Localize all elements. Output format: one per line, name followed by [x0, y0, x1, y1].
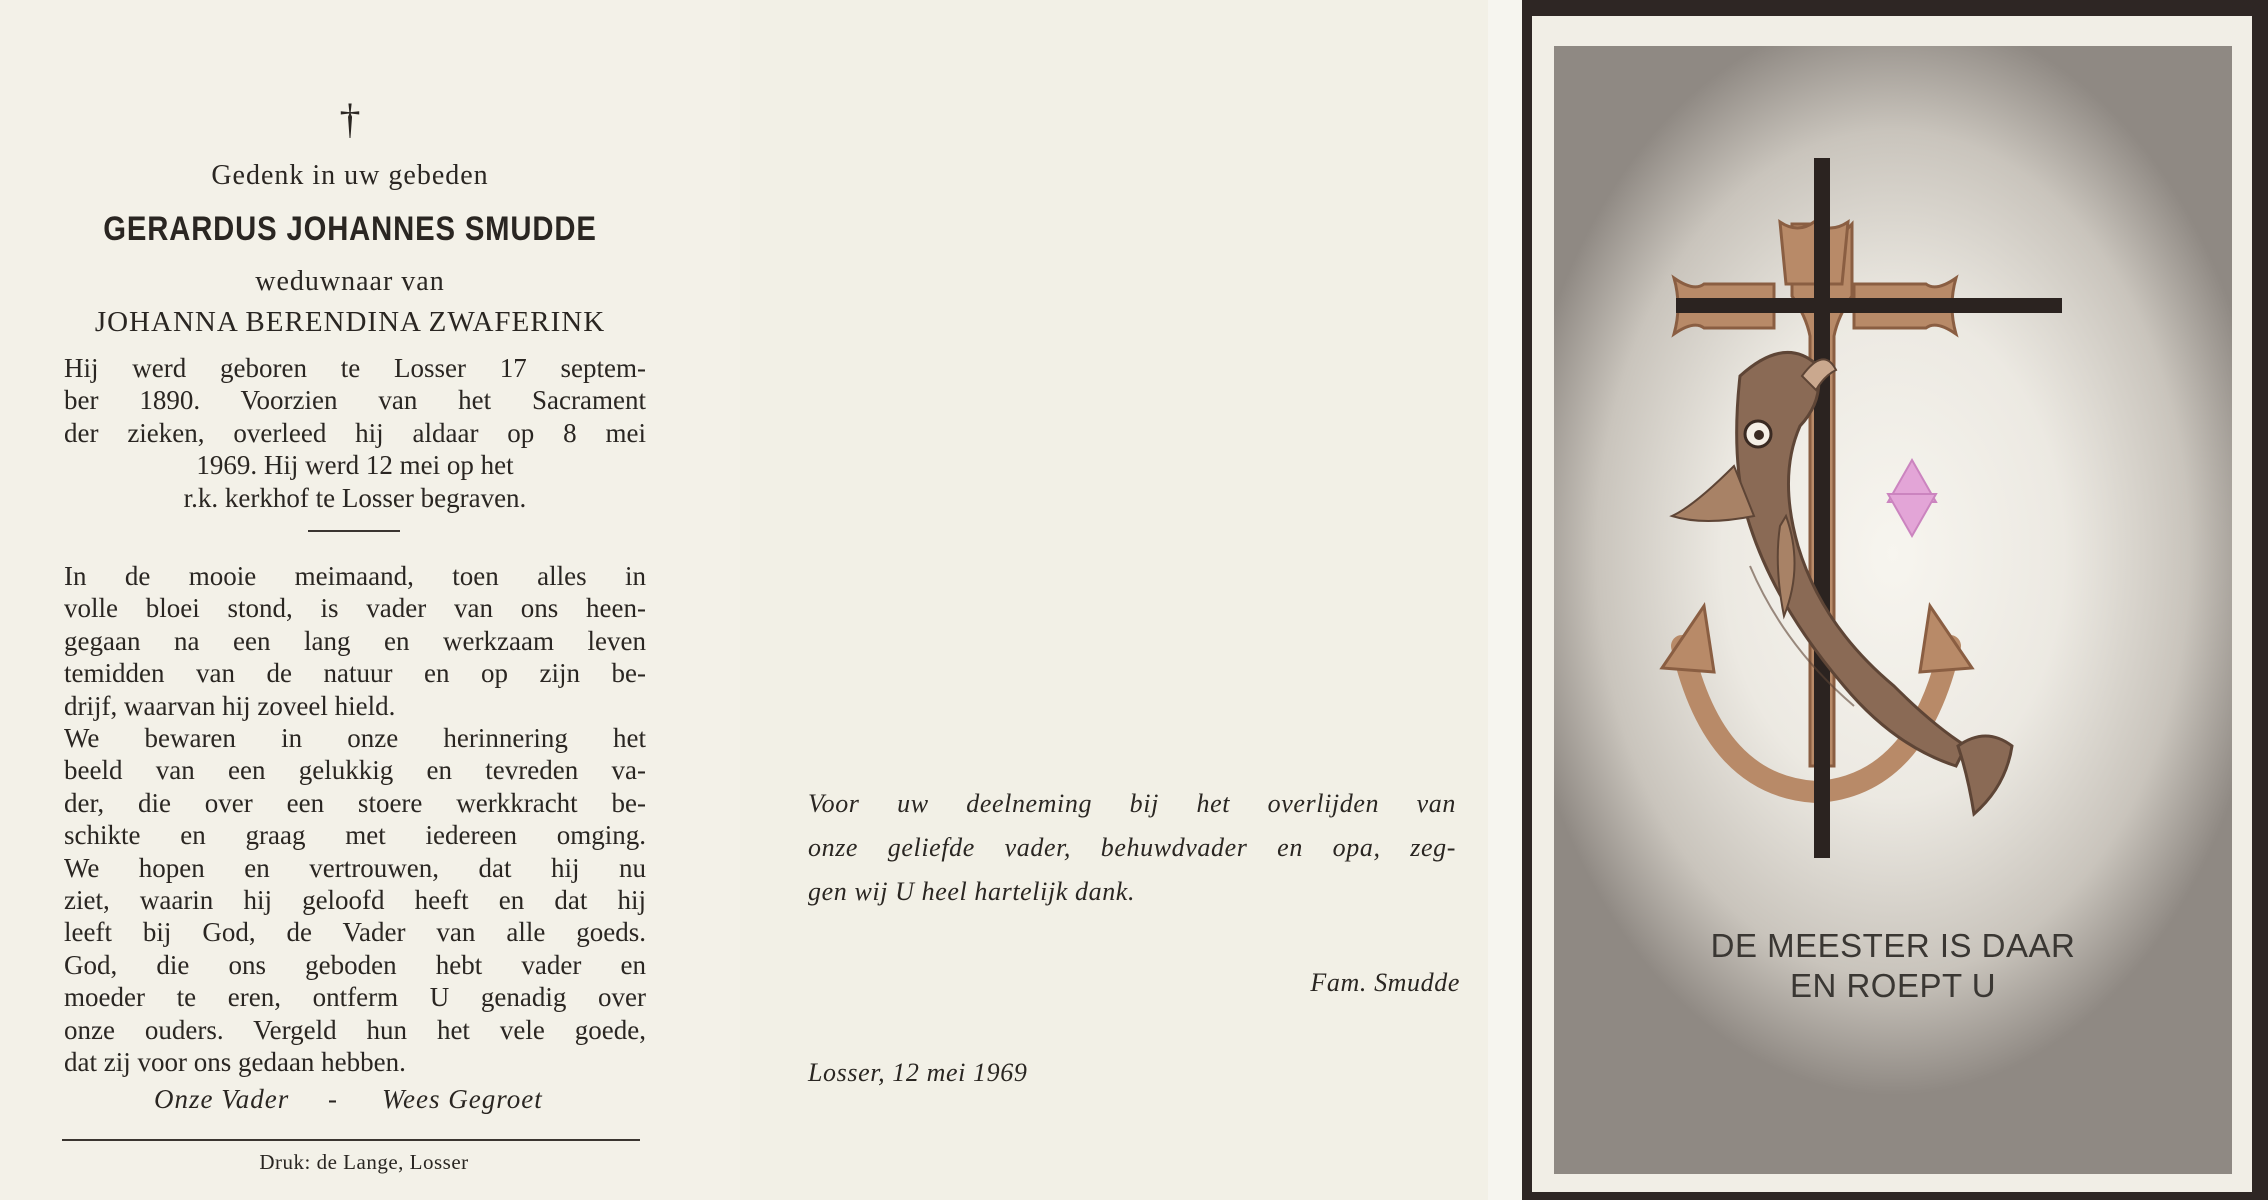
spouse-name: JOHANNA BERENDINA ZWAFERINK	[94, 306, 606, 338]
illustrated-card	[1554, 46, 2232, 1174]
thanks-line: onze geliefde vader, behuwdvader en opa, zeg-	[808, 833, 1456, 862]
text-line: ziet, waarin hij geloofd heeft en dat hij	[64, 885, 646, 916]
memorial-card-front	[1522, 0, 2268, 1200]
memorial-card-left-page	[0, 0, 740, 1200]
text-line: schikte en graag met iedereen omging.	[64, 820, 646, 851]
bottom-divider	[62, 1139, 640, 1141]
prayer-wees-gegroet: Wees Gegroet	[382, 1084, 543, 1114]
relation-line: weduwnaar van	[255, 266, 445, 297]
small-cross-icon: †	[339, 97, 361, 143]
text-line: We bewaren in onze herinnering het	[64, 723, 646, 754]
text-line: drijf, waarvan hij zoveel hield.	[64, 690, 396, 721]
text-line: volle bloei stond, is vader van ons heen-	[64, 593, 646, 624]
text-line: onze ouders. Vergeld hun het vele goede,	[64, 1014, 646, 1045]
text-line: dat zij voor ons gedaan hebben.	[64, 1047, 406, 1078]
card-caption-line-2: EN ROEPT U	[1789, 967, 1997, 1004]
prayer-onze-vader: Onze Vader	[154, 1084, 290, 1114]
text-line: We hopen en vertrouwen, dat hij nu	[64, 852, 646, 883]
text-line: God, die ons geboden hebt vader en	[64, 949, 646, 980]
text-line: In de mooie meimaand, toen alles in	[64, 561, 646, 591]
page-gap	[1488, 0, 1522, 1200]
bio-line: Hij werd geboren te Losser 17 septem-	[64, 353, 646, 383]
text-line: temidden van de natuur en op zijn be-	[64, 658, 646, 689]
text-line: beeld van een gelukkig en tevreden va-	[64, 755, 646, 786]
bio-line: 1969. Hij werd 12 mei op het	[196, 450, 514, 481]
text-line: gegaan na een lang en werkzaam leven	[64, 625, 646, 656]
text-line: leeft bij God, de Vader van alle goeds.	[64, 917, 646, 948]
text-line: der, die over een stoere werkkracht be-	[64, 787, 646, 818]
thanks-text	[808, 782, 1456, 914]
text-line: moeder te eren, ontferm U genadig over	[64, 982, 646, 1013]
bio-line: der zieken, overleed hij aldaar op 8 mei	[64, 417, 646, 448]
family-signature: Fam. Smudde	[1310, 968, 1460, 997]
eulogy-text	[64, 560, 646, 1079]
card-caption-line-1: DE MEESTER IS DAAR	[1710, 927, 2076, 964]
thanks-line: gen wij U heel hartelijk dank.	[808, 877, 1136, 906]
memorial-card-middle-page	[740, 0, 1488, 1200]
prayer-separator: -	[328, 1084, 337, 1114]
star-icon	[1888, 460, 1936, 536]
biography-block	[64, 352, 646, 514]
short-divider	[308, 530, 400, 532]
bio-line: r.k. kerkhof te Losser begraven.	[183, 482, 527, 513]
printer-credit: Druk: de Lange, Losser	[259, 1150, 469, 1174]
intro-line: Gedenk in uw gebeden	[211, 160, 489, 191]
thanks-line: Voor uw deelneming bij het overlijden van	[808, 789, 1456, 818]
place-and-date: Losser, 12 mei 1969	[808, 1058, 1028, 1087]
bio-line: ber 1890. Voorzien van het Sacrament	[64, 385, 646, 416]
deceased-name: GERARDUS JOHANNES SMUDDE	[103, 210, 597, 248]
